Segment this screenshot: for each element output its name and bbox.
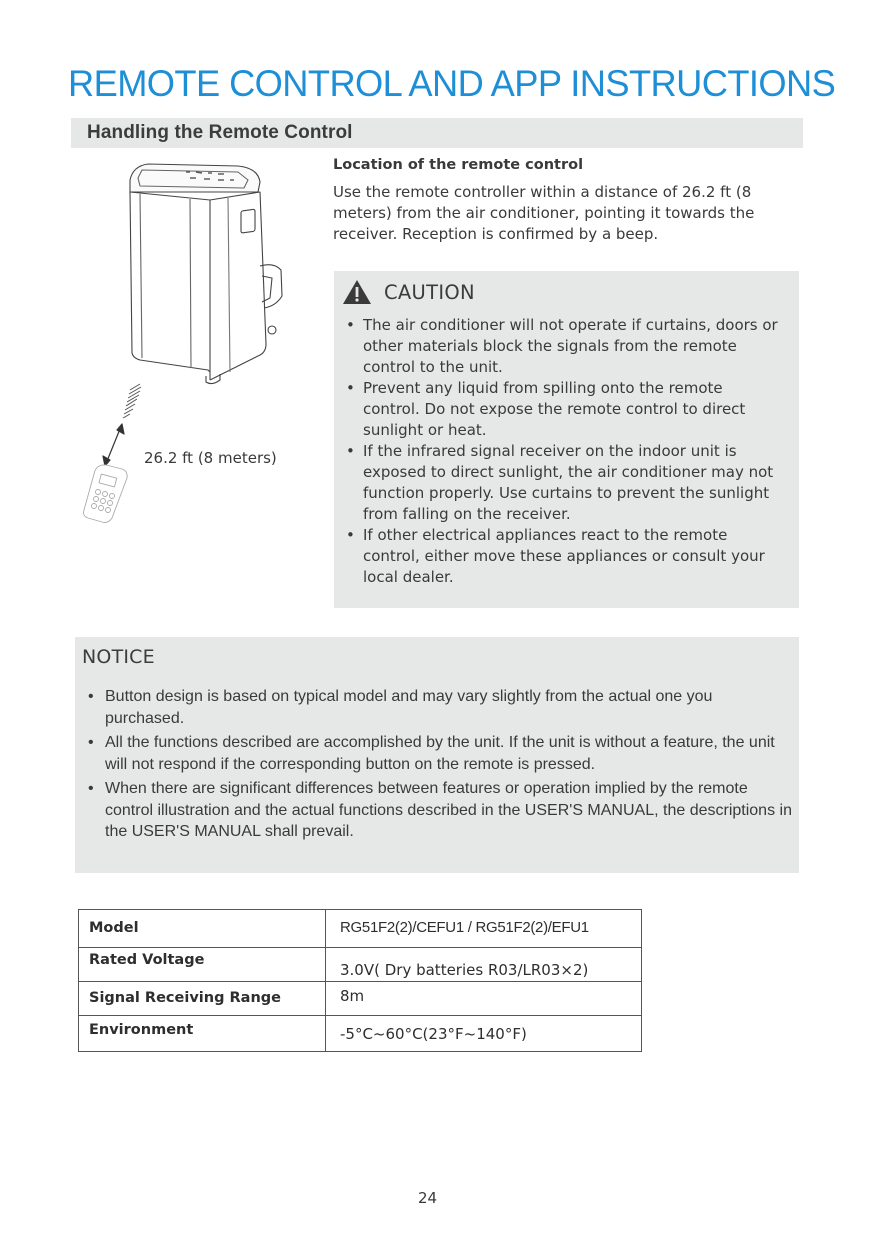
spec-value: RG51F2(2)/CEFU1 / RG51F2(2)/EFU1 — [326, 910, 642, 948]
caution-item: • Prevent any liquid from spilling onto the remote control. Do not expose the remote control to direct sunlight or heat. — [363, 378, 783, 441]
notice-item: • When there are significant differences between features or operation implied by the remote control illustration and the actual functions described in the USER'S MANUAL, the descriptions in the USER'S MANUAL shall prevail. — [105, 778, 795, 843]
location-title: Location of the remote control — [333, 157, 584, 173]
spec-label: Signal Receiving Range — [79, 982, 326, 1016]
spec-value: -5°C~60°C(23°F~140°F) — [326, 1016, 642, 1052]
table-row — [79, 948, 642, 982]
specifications-table — [78, 909, 642, 1052]
notice-panel — [75, 637, 799, 873]
double-arrow-icon — [103, 424, 124, 466]
remote-control-illustration — [78, 158, 328, 528]
portable-air-conditioner-icon — [130, 164, 282, 384]
notice-item: • All the functions described are accomplished by the unit. If the unit is without a feature, the unit will not respond if the corresponding button on the remote is pressed. — [105, 732, 795, 775]
caution-list — [363, 315, 783, 588]
table-row — [79, 1016, 642, 1052]
table-row — [79, 910, 642, 948]
page-number: 24 — [417, 1189, 438, 1207]
caution-panel — [334, 271, 799, 608]
caution-item: • The air conditioner will not operate if curtains, doors or other materials block the signals from the remote control to the unit. — [363, 315, 783, 378]
section-heading-bar — [71, 118, 803, 148]
warning-triangle-icon — [342, 279, 372, 305]
caution-heading: CAUTION — [384, 280, 475, 304]
location-body: Use the remote controller within a distance of 26.2 ft (8 meters) from the air conditioner, pointing it towards the receiver. Reception is confirmed by a beep. — [333, 183, 755, 243]
section-heading: Handling the Remote Control — [87, 122, 353, 143]
table-row — [79, 982, 642, 1016]
infrared-signal-icon — [123, 384, 141, 418]
page-title: REMOTE CONTROL AND APP INSTRUCTIONS — [68, 63, 836, 104]
distance-label: 26.2 ft (8 meters) — [144, 449, 277, 467]
remote-control-icon — [84, 465, 128, 523]
notice-list — [105, 686, 795, 846]
spec-value: 3.0V( Dry batteries R03/LR03×2) — [326, 948, 642, 982]
spec-label: Rated Voltage — [79, 948, 326, 982]
spec-value: 8m — [326, 982, 642, 1016]
caution-item: • If other electrical appliances react to the remote control, either move these appliances or consult your local dealer. — [363, 525, 783, 588]
caution-item: • If the infrared signal receiver on the indoor unit is exposed to direct sunlight, the air conditioner may not function properly. Use curtains to prevent the sunlight from falling on the receiver. — [363, 441, 783, 525]
spec-label: Model — [79, 910, 326, 948]
caution-header — [342, 279, 475, 305]
notice-item: • Button design is based on typical model and may vary slightly from the actual one you purchased. — [105, 686, 795, 729]
notice-heading: NOTICE — [82, 646, 155, 668]
spec-label: Environment — [79, 1016, 326, 1052]
